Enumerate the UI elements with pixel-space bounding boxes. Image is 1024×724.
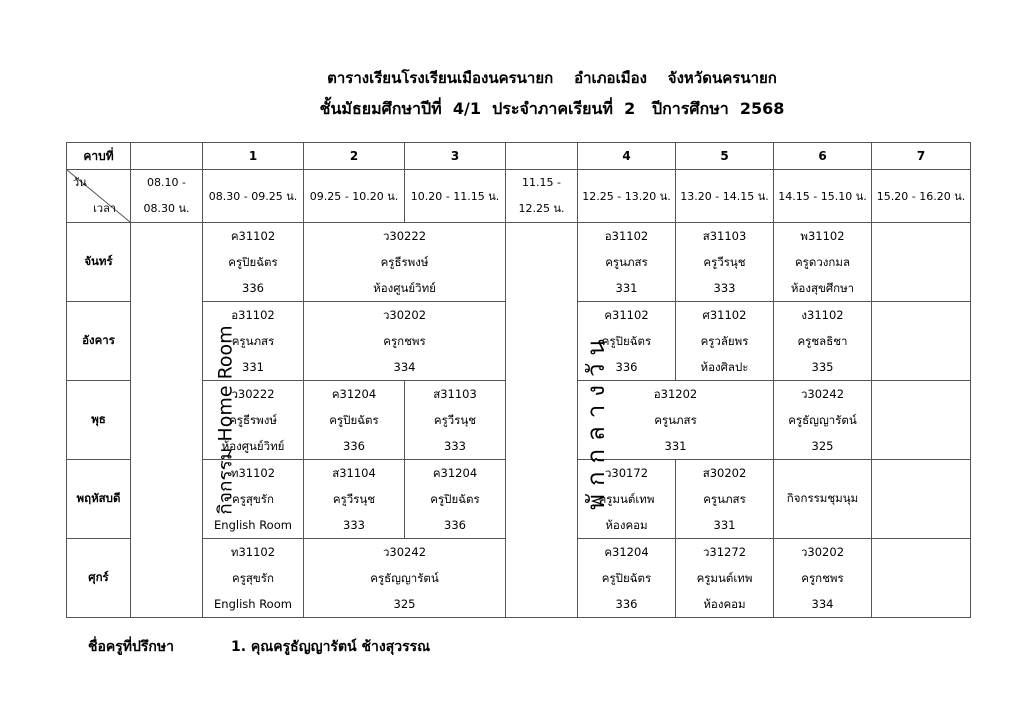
- empty-cell: [872, 381, 971, 460]
- class-cell: ท31102 ครูสุขรัก English Room: [203, 539, 304, 618]
- class-cell: ส31104 ครูวีรนุช 333: [304, 460, 405, 539]
- class-cell: ค31204 ครูปิยฉัตร 336: [304, 381, 405, 460]
- day-time-corner: [67, 170, 131, 223]
- class-cell: ท31102 ครูสุขรัก English Room: [203, 460, 304, 539]
- period-number: 6: [774, 143, 872, 170]
- period-header-row: [67, 143, 971, 170]
- class-cell: ค31102 ครูปิยฉัตร 336: [203, 223, 304, 302]
- time-slot: 10.20 - 11.15 น.: [405, 170, 506, 223]
- class-cell: ค31204 ครูปิยฉัตร 336: [578, 539, 676, 618]
- time-slot: 08.30 - 09.25 น.: [203, 170, 304, 223]
- class-cell: ศ31102 ครูวลัยพร ห้องศิลปะ: [676, 302, 774, 381]
- day-name: พฤหัสบดี: [67, 460, 131, 539]
- time-slot: 13.20 - 14.15 น.: [676, 170, 774, 223]
- period-number: 7: [872, 143, 971, 170]
- advisor-name: 1. คุณครูธัญญารัตน์ ช้างสุวรรณ: [231, 639, 431, 655]
- time-slot: 09.25 - 10.20 น.: [304, 170, 405, 223]
- time-lunch: 11.15 - 12.25 น.: [506, 170, 578, 223]
- day-row-monday: [67, 223, 971, 302]
- advisor-label: ชื่อครูที่ปรึกษา: [88, 639, 174, 655]
- time-slot: 14.15 - 15.10 น.: [774, 170, 872, 223]
- period-header-label: คาบที่: [67, 143, 131, 170]
- period-number: 2: [304, 143, 405, 170]
- advisor-footer: [88, 636, 430, 658]
- empty-cell: [872, 302, 971, 381]
- period-number: 5: [676, 143, 774, 170]
- day-name: พุธ: [67, 381, 131, 460]
- club-activity-cell: กิจกรรมชุมนุม: [774, 460, 872, 539]
- time-morning: 08.10 - 08.30 น.: [131, 170, 203, 223]
- class-cell: พ31102 ครูดวงกมล ห้องสุขศึกษา: [774, 223, 872, 302]
- time-row: [67, 170, 971, 223]
- class-cell: ว31272 ครูมนต์เทพ ห้องคอม: [676, 539, 774, 618]
- period-number: 3: [405, 143, 506, 170]
- class-cell: ว30202 ครูกชพร 334: [774, 539, 872, 618]
- class-cell: ง31102 ครูชลธิชา 335: [774, 302, 872, 381]
- class-cell: ว30242 ครูธัญญารัตน์ 325: [304, 539, 506, 618]
- empty-cell: [872, 223, 971, 302]
- class-cell: อ31102 ครูนภสร 331: [203, 302, 304, 381]
- class-cell: ว30222 ครูธีรพงษ์ ห้องศูนย์วิทย์: [304, 223, 506, 302]
- class-cell: ว30172 ครูมนต์เทพ ห้องคอม: [578, 460, 676, 539]
- lunch-cell: [506, 223, 610, 618]
- class-cell: ส30202 ครูนภสร 331: [676, 460, 774, 539]
- class-cell: ค31204 ครูปิยฉัตร 336: [405, 460, 506, 539]
- document-subtitle: ชั้นมัธยมศึกษาปีที่ 4/1 ประจำภาคเรียนที่ 2 ปีการศึกษา 2568: [319, 99, 785, 118]
- class-cell: ส31103 ครูวีรนุช 333: [676, 223, 774, 302]
- class-cell: ส31103 ครูวีรนุช 333: [405, 381, 506, 460]
- day-name: จันทร์: [67, 223, 131, 302]
- period-number: 1: [203, 143, 304, 170]
- time-slot: 12.25 - 13.20 น.: [578, 170, 676, 223]
- corner-day-label: วัน: [73, 176, 87, 189]
- class-cell: อ31202 ครูนภสร 331: [578, 381, 774, 460]
- time-slot: 15.20 - 16.20 น.: [872, 170, 971, 223]
- class-cell: ว30242 ครูธัญญารัตน์ 325: [774, 381, 872, 460]
- period-blank-lunch: [506, 143, 578, 170]
- day-name: ศุกร์: [67, 539, 131, 618]
- lunch-label: พักกลางวัน: [581, 330, 610, 510]
- class-cell: อ31102 ครูนภสร 331: [578, 223, 676, 302]
- class-cell: ว30222 ครูธีรพงษ์ ห้องศูนย์วิทย์: [203, 381, 304, 460]
- class-cell: ว30202 ครูกชพร 334: [304, 302, 506, 381]
- period-number: 4: [578, 143, 676, 170]
- timetable: [66, 142, 971, 618]
- homeroom-label: กิจกรรม Home Room: [214, 325, 237, 515]
- empty-cell: [872, 539, 971, 618]
- corner-time-label: เวลา: [93, 202, 116, 215]
- class-cell: ค31102 ครูปิยฉัตร 336: [578, 302, 676, 381]
- document-title: ตารางเรียนโรงเรียนเมืองนครนายก อำเภอเมือง จังหวัดนครนายก: [327, 69, 777, 87]
- empty-cell: [872, 460, 971, 539]
- period-blank-morning: [131, 143, 203, 170]
- homeroom-cell: [131, 223, 237, 618]
- day-name: อังคาร: [67, 302, 131, 381]
